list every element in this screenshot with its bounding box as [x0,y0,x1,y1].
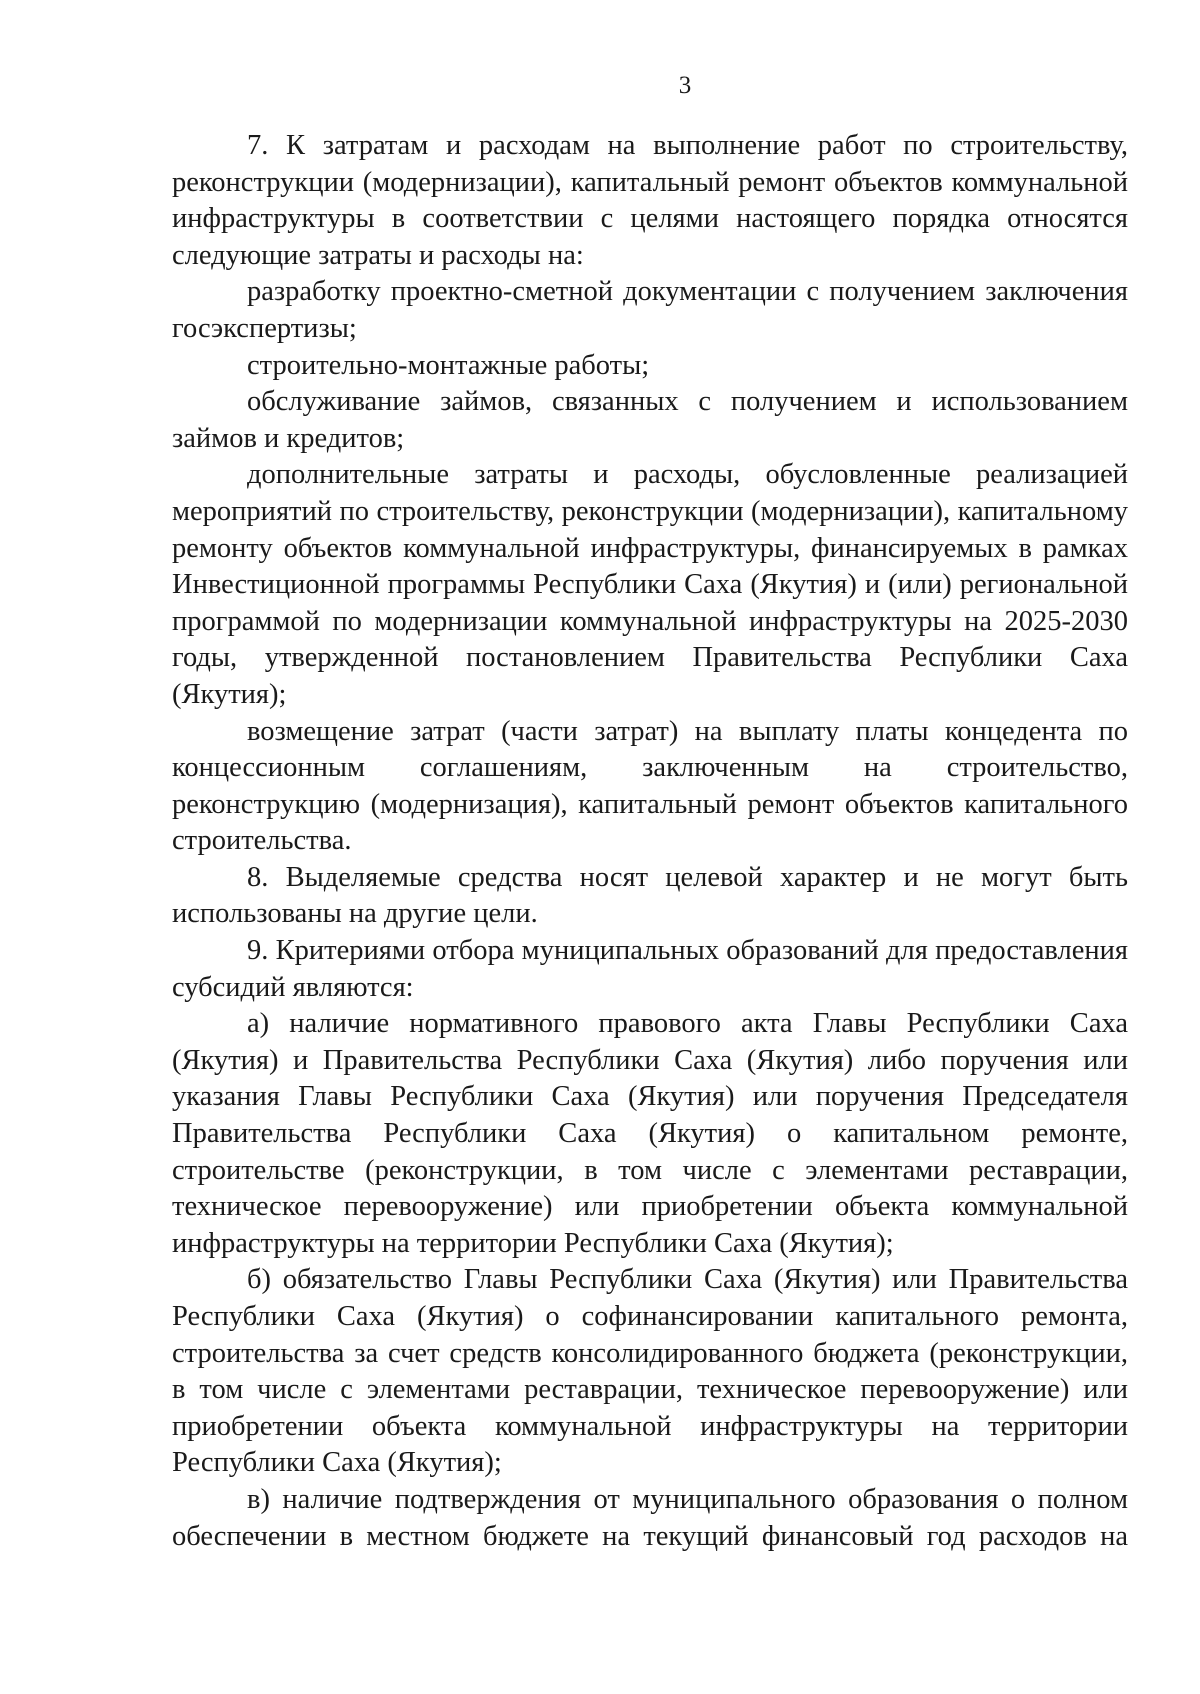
paragraph-concession-costs: возмещение затрат (части затрат) на выплату платы концедента по концессионным соглашениям, заключенным на строительство, реконструкцию (модернизация), капитальный ремонт объектов капитального строительства. [172,715,1128,857]
paragraph-construction-works: строительно-монтажные работы; [247,349,650,381]
paragraph-9-selection-criteria: 9. Критериями отбора муниципальных образований для предоставления субсидий являются: [172,935,1128,1003]
paragraph-criterion-a: а) наличие нормативного правового акта Главы Республики Саха (Якутия) и Правительства Республики Саха (Якутия) либо поручения или указания Главы Республики Саха (Якутия) или поручения Председателя Правительства Республики Саха (Якутия) о капитальном ремонте, строительстве (реконструкции, в том числе с элементами реставрации, техническое перевооружение) или приобретении объекта коммунальной инфраструктуры на территории Республики Саха (Якутия); [172,1008,1128,1259]
page-number: 3 [678,72,692,99]
paragraph-design-documentation: разработку проектно-сметной документации с получением заключения госэкспертизы; [172,276,1128,344]
paragraph-criterion-v: в) наличие подтверждения от муниципального образования о полном обеспечении в местном бюджете на текущий финансовый год расходов на [172,1483,1128,1552]
document-body [172,128,1128,1555]
paragraph-criterion-b: б) обязательство Главы Республики Саха (Якутия) или Правительства Республики Саха (Якутия) о софинансировании капитального ремонта, строительства за счет средств консолидированного бюджета (реконструкции, в том числе с элементами реставрации, техническое перевооружение) или приобретении объекта коммунальной инфраструктуры на территории Республики Саха (Якутия); [172,1264,1128,1479]
paragraph-loan-servicing: обслуживание займов, связанных с получением и использованием займов и кредитов; [172,386,1128,454]
paragraph-additional-costs: дополнительные затраты и расходы, обусловленные реализацией мероприятий по строительству, реконструкции (модернизации), капитальному ремонту объектов коммунальной инфраструктуры, финансируемых в рамках Инвестиционной программы Республики Саха (Якутия) и (или) региональной программой по модернизации коммунальной инфраструктуры на 2025-2030 годы, утвержденной постановлением Правительства Республики Саха (Якутия); [172,459,1128,710]
paragraph-8-target-use: 8. Выделяемые средства носят целевой характер и не могут быть использованы на другие цели. [172,861,1128,930]
paragraph-7-costs-intro: 7. К затратам и расходам на выполнение работ по строительству, реконструкции (модернизации), капитальный ремонт объектов коммунальной инфраструктуры в соответствии с целями настоящего порядка относятся следующие затраты и расходы на: [172,130,1128,271]
